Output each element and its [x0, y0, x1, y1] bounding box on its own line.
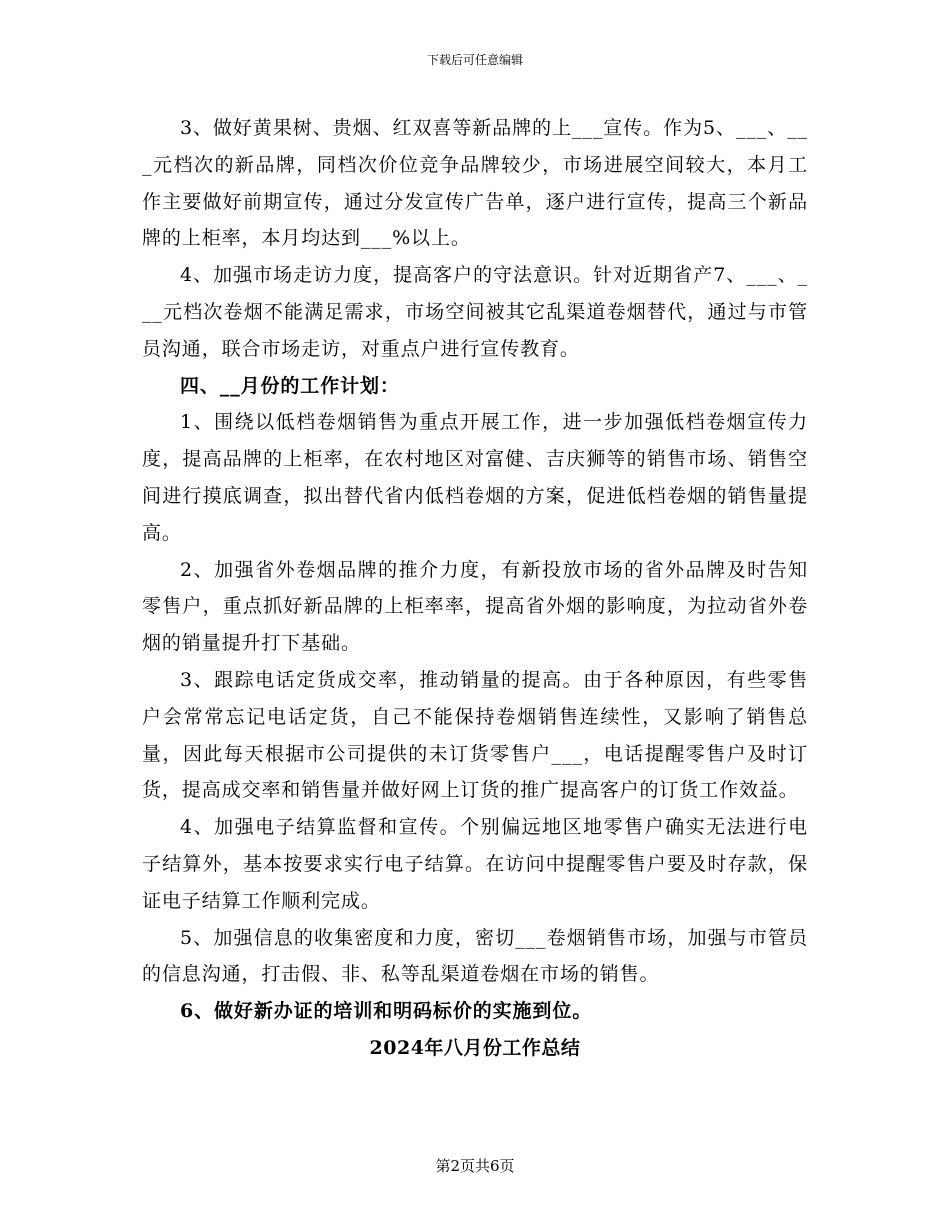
plan-item-5: 5、加强信息的收集密度和力度，密切___卷烟销售市场，加强与市管员的信息沟通，打击假、非、私等乱渠道卷烟在市场的销售。: [142, 926, 808, 986]
section-heading: 四、__月份的工作计划：: [180, 374, 400, 397]
plan-item-3: 3、跟踪电话定货成交率，推动销量的提高。由于各种原因，有些零售户会常常忘记电话定货，自己不能保持卷烟销售连续性，又影响了销售总量，因此每天根据市公司提供的未订货零售户___，电话提醒零售户及时订货，提高成交率和销售量并做好网上订货的推广提高客户的订货工作效益。: [142, 668, 808, 802]
plan-item-4: 4、加强电子结算监督和宣传。个别偏远地区地零售户确实无法进行电子结算外，基本按要求实行电子结算。在访问中提醒零售户要及时存款，保证电子结算工作顺利完成。: [142, 816, 808, 912]
next-document-title: 2024年八月份工作总结: [369, 1036, 581, 1059]
plan-item-1: 1、围绕以低档卷烟销售为重点开展工作，进一步加强低档卷烟宣传力度，提高品牌的上柜率，在农村地区对富健、吉庆狮等的销售市场、销售空间进行摸底调查，拟出替代省内低档卷烟的方案，促进低档卷烟的销售量提高。: [142, 411, 808, 544]
document-body: [142, 110, 808, 1067]
plan-item-6: 6、做好新办证的培训和明码标价的实施到位。: [180, 1000, 593, 1023]
page-number: 第2页共6页: [435, 1157, 515, 1175]
page-header: 下载后可任意编辑: [426, 53, 523, 67]
plan-item-2: 2、加强省外卷烟品牌的推介力度，有新投放市场的省外品牌及时告知零售户，重点抓好新品牌的上柜率率，提高省外烟的影响度，为拉动省外卷烟的销量提升打下基础。: [142, 558, 808, 655]
paragraph-item-3: 3、做好黄果树、贵烟、红双喜等新品牌的上___宣传。作为5、___、___元档次的新品牌，同档次价位竞争品牌较少，市场进展空间较大，本月工作主要做好前期宣传，通过分发宣传广告单，逐户进行宣传，提高三个新品牌的上柜率，本月均达到___%以上。: [142, 117, 808, 250]
paragraph-item-4: 4、加强市场走访力度，提高客户的守法意识。针对近期省产7、___、___元档次卷烟不能满足需求，市场空间被其它乱渠道卷烟替代，通过与市管员沟通，联合市场走访，对重点户进行宣传教育。: [142, 264, 808, 360]
